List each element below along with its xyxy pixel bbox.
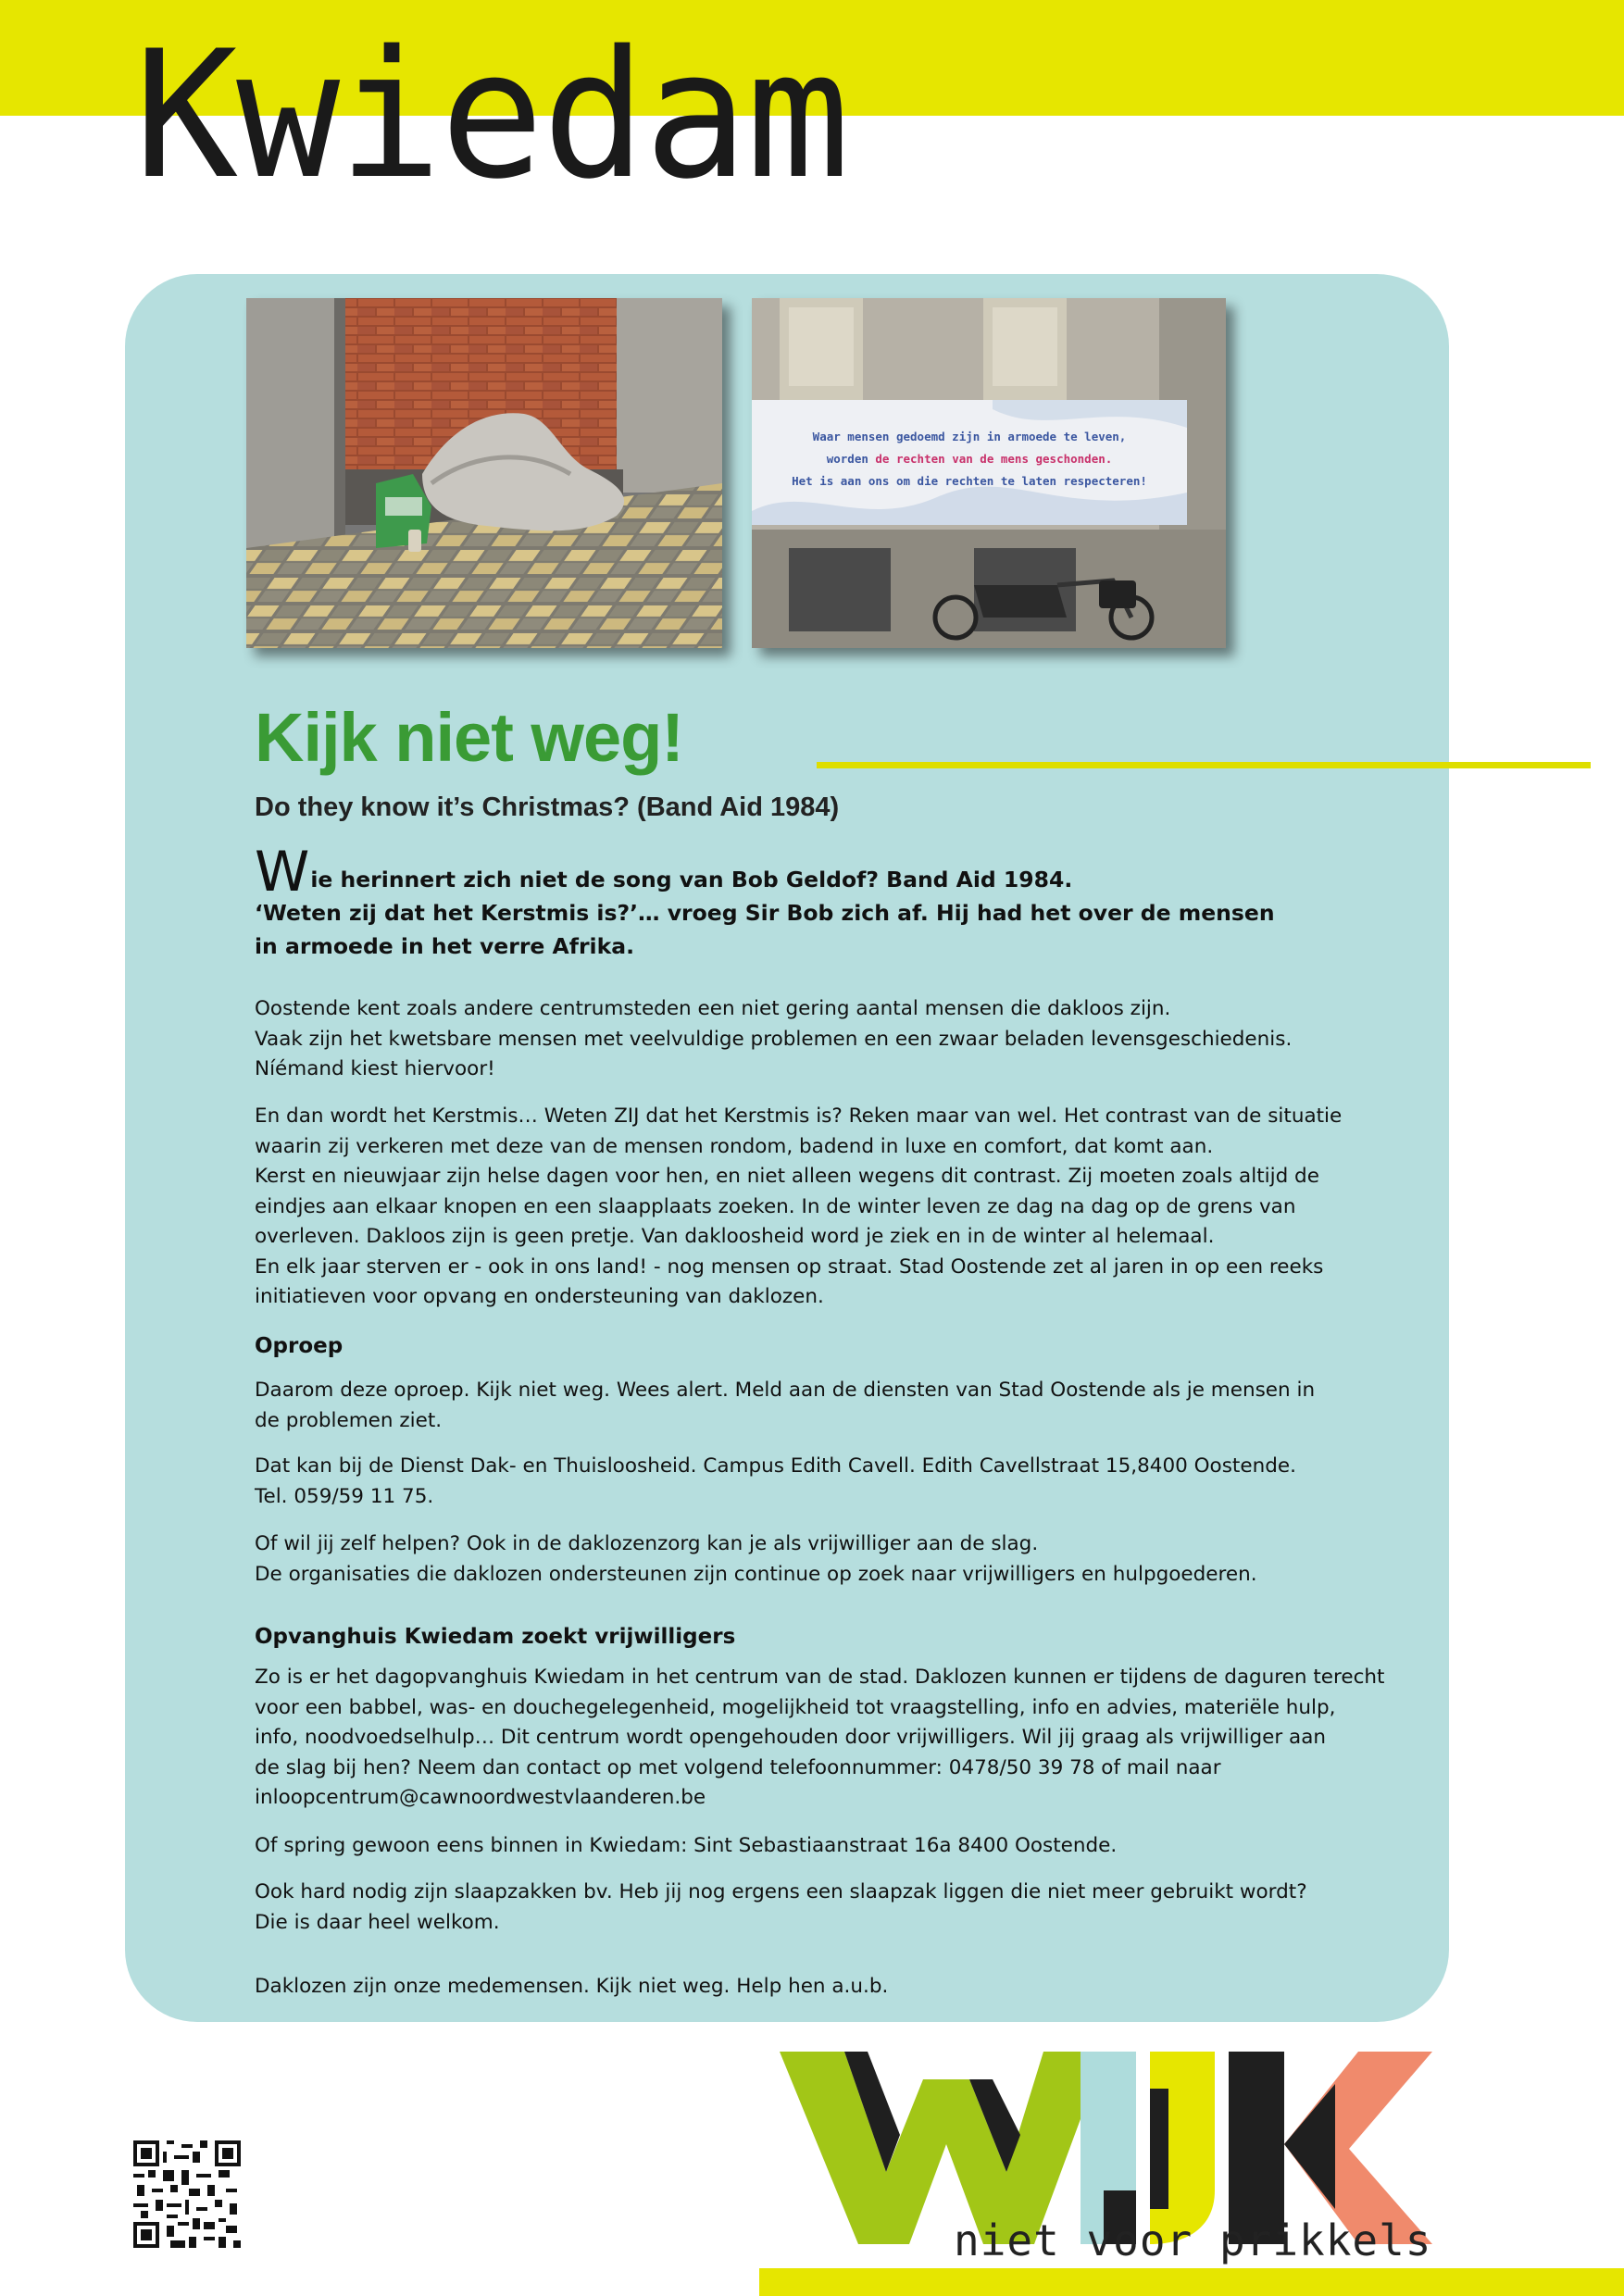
paragraph-1 (255, 994, 1412, 1085)
paragraph-5 (255, 1529, 1412, 1590)
p8-line: Ook hard nodig zijn slaapzakken bv. Heb jij nog ergens een slaapzak liggen die niet meer gebruikt wordt? (255, 1880, 1307, 1903)
lead-line-3: in armoede in het verre Afrika. (255, 933, 634, 959)
p8-line: Die is daar heel welkom. (255, 1910, 500, 1934)
p2-line: eindjes aan elkaar knopen en een slaapplaats zoeken. In de winter leven ze dag na dag op de grens van (255, 1194, 1296, 1218)
banner-text (752, 426, 1187, 493)
paragraph-4 (255, 1452, 1412, 1512)
p2-line: Kerst en nieuwjaar zijn helse dagen voor hen, en niet alleen wegens dit contrast. Zij moeten zoals altijd de (255, 1165, 1319, 1188)
p3-line: de problemen ziet. (255, 1408, 443, 1432)
heading-opvanghuis: Opvanghuis Kwiedam zoekt vrijwilligers (255, 1625, 736, 1649)
p7-line: Of spring gewoon eens binnen in Kwiedam: Sint Sebastiaanstraat 16a 8400 Oostende. (255, 1834, 1118, 1857)
paragraph-2 (255, 1102, 1412, 1313)
p2-line: overleven. Dakloos zijn is geen pretje. Van dakloosheid word je ziek en in de winter al helemaal. (255, 1225, 1215, 1248)
p4-line: Tel. 059/59 11 75. (255, 1484, 434, 1508)
qr-code-icon[interactable] (133, 2140, 241, 2248)
lead-paragraph (255, 840, 1412, 963)
p6-line: Zo is er het dagopvanghuis Kwiedam in het centrum van de stad. Daklozen kunnen er tijdens de daguren terecht (255, 1666, 1385, 1689)
p5-line: De organisaties die daklozen ondersteunen zijn continue op zoek naar vrijwilligers en hulpgoederen. (255, 1562, 1257, 1586)
p1-line: Oostende kent zoals andere centrumsteden een niet gering aantal mensen die dakloos zijn. (255, 997, 1171, 1020)
p6-email-line: inloopcentrum@cawnoordwestvlaanderen.be (255, 1786, 706, 1809)
masthead-title: Kwiedam (134, 13, 848, 218)
heading-oproep: Oproep (255, 1334, 344, 1358)
banner-line-2b: de rechten van de mens geschonden. (875, 452, 1113, 466)
banner-line-3: Het is aan ons om die rechten te laten respecteren! (792, 474, 1147, 488)
headline: Kijk niet weg! (255, 699, 683, 776)
p6-line: voor een babbel, was- en douchegelegenheid, mogelijkheid tot vraagstelling, info en advies, materiële hulp, (255, 1695, 1336, 1719)
p1-line: Vaak zijn het kwetsbare mensen met veelvuldige problemen en een zwaar beladen levensgeschiedenis. (255, 1027, 1293, 1051)
paragraph-3 (255, 1376, 1412, 1436)
photo-banner-building (752, 298, 1226, 648)
paragraph-9 (255, 1972, 1412, 2003)
bottom-yellow-bar (759, 2268, 1624, 2296)
paragraph-7 (255, 1831, 1412, 1862)
headline-rule (817, 762, 1591, 768)
logo-tagline: niet voor prikkels (954, 2215, 1432, 2265)
lead-line-1 (255, 840, 1412, 905)
cargo-bike-icon (918, 548, 1187, 641)
p6-line: de slag bij hen? Neem dan contact op met volgend telefoonnummer: 0478/50 39 78 of mail naar (255, 1755, 1221, 1779)
banner-line-2 (752, 448, 1187, 470)
banner-line-2a: worden (826, 452, 876, 466)
p6-line: info, noodvoedselhulp… Dit centrum wordt opengehouden door vrijwilligers. Wil jij graag als vrijwilliger aan (255, 1726, 1327, 1749)
p2-line: En elk jaar sterven er - ook in ons land! - nog mensen op straat. Stad Oostende zet al jaren in op een reeks (255, 1254, 1324, 1279)
p9-line: Daklozen zijn onze medemensen. Kijk niet weg. Help hen a.u.b. (255, 1975, 889, 1998)
photo-homeless-sleeping (246, 298, 722, 648)
p1-line: Níémand kiest hiervoor! (255, 1057, 495, 1080)
p4-line: Dat kan bij de Dienst Dak- en Thuisloosheid. Campus Edith Cavell. Edith Cavellstraat 15,8400 Oostende. (255, 1454, 1296, 1478)
subhead: Do they know it’s Christmas? (Band Aid 1984) (255, 792, 840, 822)
lead-line-2: ‘Weten zij dat het Kerstmis is?’… vroeg Sir Bob zich af. Hij had het over de mensen (255, 900, 1275, 926)
p2-line: waarin zij verkeren met deze van de mensen rondom, badend in luxe en comfort, dat komt aan. (255, 1134, 1214, 1158)
paragraph-6 (255, 1663, 1412, 1814)
banner-line-1: Waar mensen gedoemd zijn in armoede te leven, (812, 430, 1127, 443)
drop-cap: W (255, 840, 310, 905)
p3-line: Daarom deze oproep. Kijk niet weg. Wees alert. Meld aan de diensten van Stad Oostende als je mensen in (255, 1379, 1316, 1402)
p2-line: En dan wordt het Kerstmis… Weten ZIJ dat het Kerstmis is? Reken maar van wel. Het contrast van de situatie (255, 1104, 1343, 1128)
paragraph-8 (255, 1878, 1412, 1938)
p5-line: Of wil jij zelf helpen? Ook in de daklozenzorg kan je als vrijwilliger aan de slag. (255, 1532, 1039, 1555)
lead-line-1-text: ie herinnert zich niet de song van Bob Geldof? Band Aid 1984. (310, 867, 1073, 892)
p2-line: initiatieven voor opvang en ondersteuning van daklozen. (255, 1285, 824, 1308)
